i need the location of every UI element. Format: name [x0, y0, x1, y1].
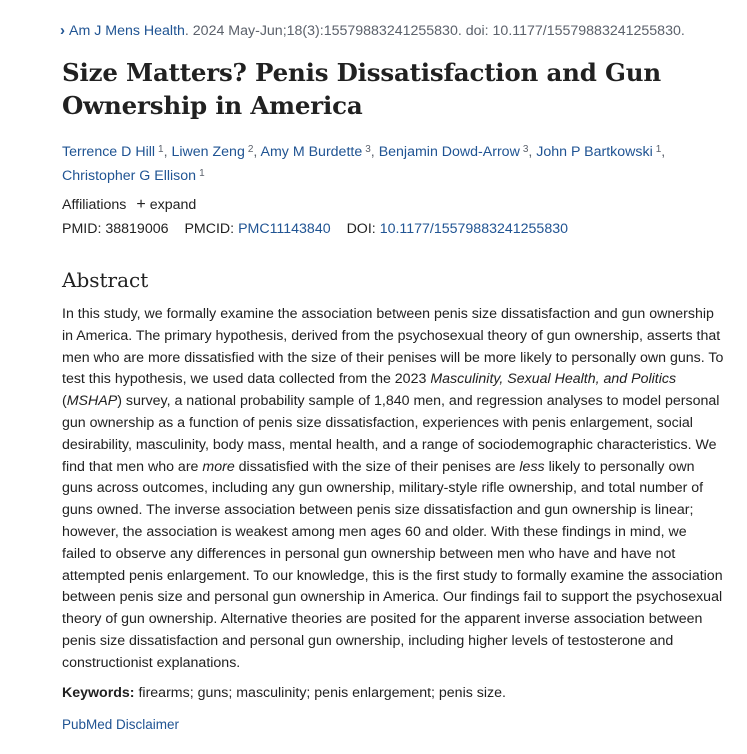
affiliations-toggle[interactable] [62, 196, 196, 214]
affiliations-label: Affiliations [62, 197, 127, 213]
keywords-label: Keywords: [62, 685, 135, 701]
affiliation-number[interactable]: 1 [158, 144, 164, 155]
author-link[interactable]: John P Bartkowski [536, 144, 653, 160]
affiliation-number[interactable]: 3 [522, 144, 529, 155]
emphasis-less: less [519, 458, 545, 475]
identifier-line [62, 221, 568, 237]
doi-label: DOI: [346, 221, 376, 237]
journal-link[interactable]: Am J Mens Health [69, 23, 185, 39]
affiliation-number[interactable]: 2 [247, 144, 254, 155]
emphasis-more: more [202, 458, 235, 475]
author-link[interactable]: Terrence D Hill [62, 144, 156, 160]
survey-abbreviation: MSHAP [66, 393, 118, 410]
abstract-text: In this study, we formally examine the association between penis size dissatisfaction and gun ownership in America. The primary hypothesis, derived from the psychosexual theory of gun ownership, asserts that men who are more dissatisfied with the size of their penises will be more likely to personally own guns. To test this hypothesis, we used data collected from the 2023 Masculinity, Sexual Health, and Politics (MSHAP) survey, a national probability sample of 1,840 men, and regression analyses to model personal gun ownership as a function of penis size dissatisfaction, experiences with penis enlargement, social desirability, masculinity, body mass, mental health, and a range of sociodemographic characteristics. We find that men who are more dissatisfied with the size of their penises are less likely to personally own guns across outcomes, including any gun ownership, military-style rifle ownership, and total number of guns owned. The inverse association between penis size dissatisfaction and gun ownership is linear; however, the association is weakest among men ages 60 and older. With these findings in mind, we failed to observe any differences in personal gun ownership between men who have and have not attempted penis enlargement. To our knowledge, this is the first study to formally examine the association between penis size and personal gun ownership in America. Our findings fail to support the psychosexual theory of gun ownership. Alternative theories are posited for the apparent inverse association between penis size dissatisfaction and personal gun ownership, including higher levels of testosterone and constructionist explanations. [62, 306, 724, 671]
author-link[interactable]: Christopher G Ellison [62, 168, 197, 184]
article-title: Size Matters? Penis Dissatisfaction and Gun Ownership in America [62, 58, 661, 120]
abstract-heading: Abstract [62, 268, 149, 292]
pubmed-disclaimer-link[interactable]: PubMed Disclaimer [62, 717, 180, 732]
author-link[interactable]: Amy M Burdette [260, 144, 363, 160]
author-list: Terrence D Hill $^1$, Liwen Zeng $^2$, Amy M Burdette $^3$, Benjamin Dowd-Arrow $^3$, John P Bartkowski $^1$, Christopher G Ellison $^1$ [62, 144, 666, 184]
keywords-line [62, 685, 506, 701]
plus-icon: + [136, 196, 146, 213]
affiliation-number[interactable]: 1 [655, 144, 662, 155]
doi-link[interactable]: 10.1177/15579883241255830 [379, 221, 568, 237]
citation-details: . 2024 May-Jun;18(3):15579883241255830. doi: 10.1177/15579883241255830. [184, 23, 685, 39]
survey-name: Masculinity, Sexual Health, and Politics [430, 371, 677, 388]
author-link[interactable]: Liwen Zeng [171, 144, 245, 160]
author-link[interactable]: Benjamin Dowd-Arrow [378, 144, 520, 160]
chevron-right-icon: › [60, 22, 65, 39]
pmid-label: PMID: [62, 221, 102, 237]
pmcid-label: PMCID: [184, 221, 235, 237]
affiliation-number[interactable]: 1 [199, 168, 205, 179]
pmid-value: 38819006 [105, 221, 169, 237]
citation-line [62, 22, 685, 39]
pmcid-link[interactable]: PMC11143840 [238, 221, 331, 237]
affiliation-number[interactable]: 3 [365, 144, 371, 155]
keywords-text: firearms; guns; masculinity; penis enlargement; penis size. [134, 685, 506, 701]
expand-label: expand [149, 197, 197, 213]
